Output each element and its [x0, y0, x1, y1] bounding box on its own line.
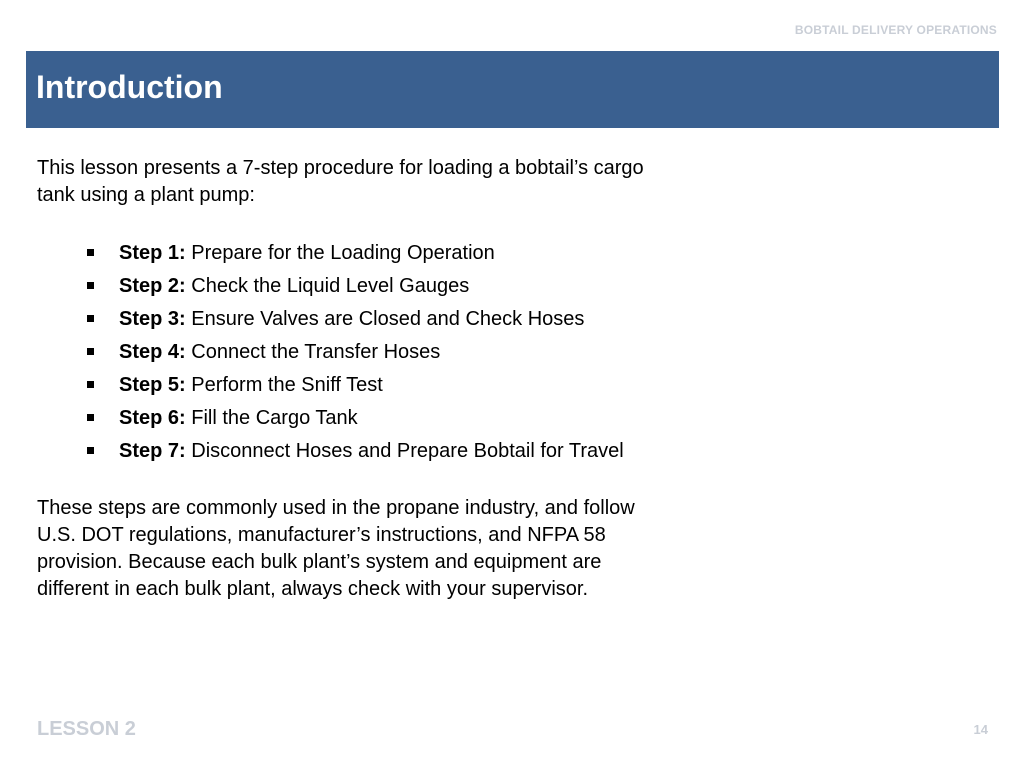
- square-bullet-icon: [87, 381, 94, 388]
- square-bullet-icon: [87, 348, 94, 355]
- steps-list: [37, 240, 672, 465]
- square-bullet-icon: [87, 447, 94, 454]
- step-item: [119, 438, 672, 465]
- step-label: Step 5:: [119, 374, 186, 396]
- step-label: Step 3:: [119, 308, 186, 330]
- square-bullet-icon: [87, 282, 94, 289]
- step-item: [119, 405, 672, 432]
- square-bullet-icon: [87, 249, 94, 256]
- slide-content: [37, 155, 672, 603]
- intro-paragraph: This lesson presents a 7-step procedure for loading a bobtail’s cargo tank using a plant pump:: [37, 157, 644, 206]
- step-item: [119, 306, 672, 333]
- step-text: Connect the Transfer Hoses: [191, 341, 441, 363]
- step-text: Check the Liquid Level Gauges: [191, 275, 470, 297]
- step-item: [119, 339, 672, 366]
- title-bar: [26, 51, 999, 128]
- page-title: Introduction: [36, 69, 223, 105]
- step-text: Fill the Cargo Tank: [191, 407, 358, 429]
- step-text: Disconnect Hoses and Prepare Bobtail for Travel: [191, 440, 624, 462]
- square-bullet-icon: [87, 414, 94, 421]
- step-label: Step 4:: [119, 341, 186, 363]
- step-text: Prepare for the Loading Operation: [191, 242, 495, 264]
- step-label: Step 6:: [119, 407, 186, 429]
- lesson-label: LESSON 2: [37, 718, 136, 740]
- step-item: [119, 273, 672, 300]
- section-label: BOBTAIL DELIVERY OPERATIONS: [794, 23, 997, 37]
- step-label: Step 1:: [119, 242, 186, 264]
- step-item: [119, 372, 672, 399]
- step-label: Step 7:: [119, 440, 186, 462]
- step-item: [119, 240, 672, 267]
- closing-paragraph: These steps are commonly used in the propane industry, and follow U.S. DOT regulations, manufacturer’s instructions, and NFPA 58 provision. Because each bulk plant’s system and equipment are different in each bulk plant, always check with your supervisor.: [37, 497, 635, 600]
- step-label: Step 2:: [119, 275, 186, 297]
- step-text: Ensure Valves are Closed and Check Hoses: [191, 308, 585, 330]
- page-number: 14: [973, 722, 988, 737]
- square-bullet-icon: [87, 315, 94, 322]
- step-text: Perform the Sniff Test: [191, 374, 383, 396]
